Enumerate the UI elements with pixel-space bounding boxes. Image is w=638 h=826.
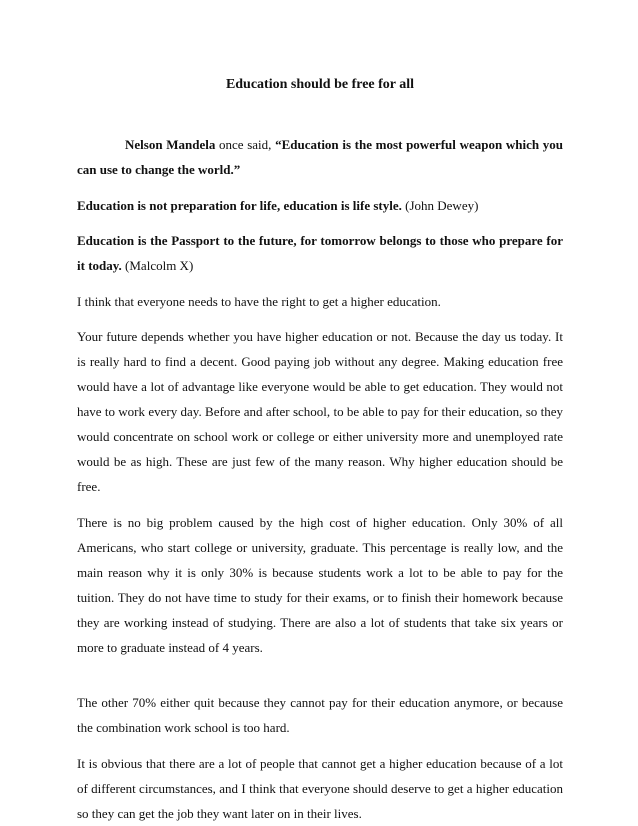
body-paragraph-future: Your future depends whether you have higher education or not. Because the day us today. It is really hard to find a decent. Good paying job without any degree. Making education free would have a lot of advantage like everyone would be able to get education. They would not have to work every day. Before and after school, to be able to pay for their education, so they would concentrate on school work or college or either university more and unemployed rate would be as high. These are just few of the many reason. Why higher education should be free. <box>77 329 563 494</box>
body-paragraph-cost: There is no big problem caused by the high cost of higher education. Only 30% of all Americans, who start college or university, graduate. This percentage is really low, and the main reason why it is only 30% is because students work a lot to be able to pay for the tuition. They do not have time to study for their exams, or to finish their homework because they are working instead of studying. There are also a lot of students that take six years or more to graduate instead of 4 years. <box>77 514 563 655</box>
body-paragraph-right: I think that everyone needs to have the right to get a higher education. <box>77 293 441 309</box>
dewey-attribution: (John Dewey) <box>401 197 479 213</box>
dewey-quote: Education is not preparation for life, education is life style. <box>77 197 402 213</box>
malcolm-attribution: (Malcolm X) <box>121 258 194 273</box>
speaker-name: Nelson Mandela <box>125 137 216 152</box>
mandela-quote: “Education is the most powerful weapon which you can use to change the world.” <box>77 137 563 177</box>
body-paragraph-conclusion: It is obvious that there are a lot of people that cannot get a higher education because of a lot of different circumstances, and I think that everyone should deserve to get a higher education so they can get the job they want later on in their lives. <box>77 755 563 821</box>
malcolm-quote-paragraph <box>77 228 563 278</box>
dewey-quote-paragraph <box>77 193 563 218</box>
paragraph-gap <box>77 670 563 690</box>
said-text: once said, <box>215 137 276 152</box>
body-paragraph-quit: The other 70% either quit because they cannot pay for their education anymore, or because the combination work school is too hard. <box>77 695 563 735</box>
document-title: Education should be free for all <box>225 77 415 92</box>
malcolm-quote: Education is the Passport to the future, for tomorrow belongs to those who prepare for it today. <box>77 233 563 273</box>
mandela-quote-paragraph <box>77 132 563 182</box>
